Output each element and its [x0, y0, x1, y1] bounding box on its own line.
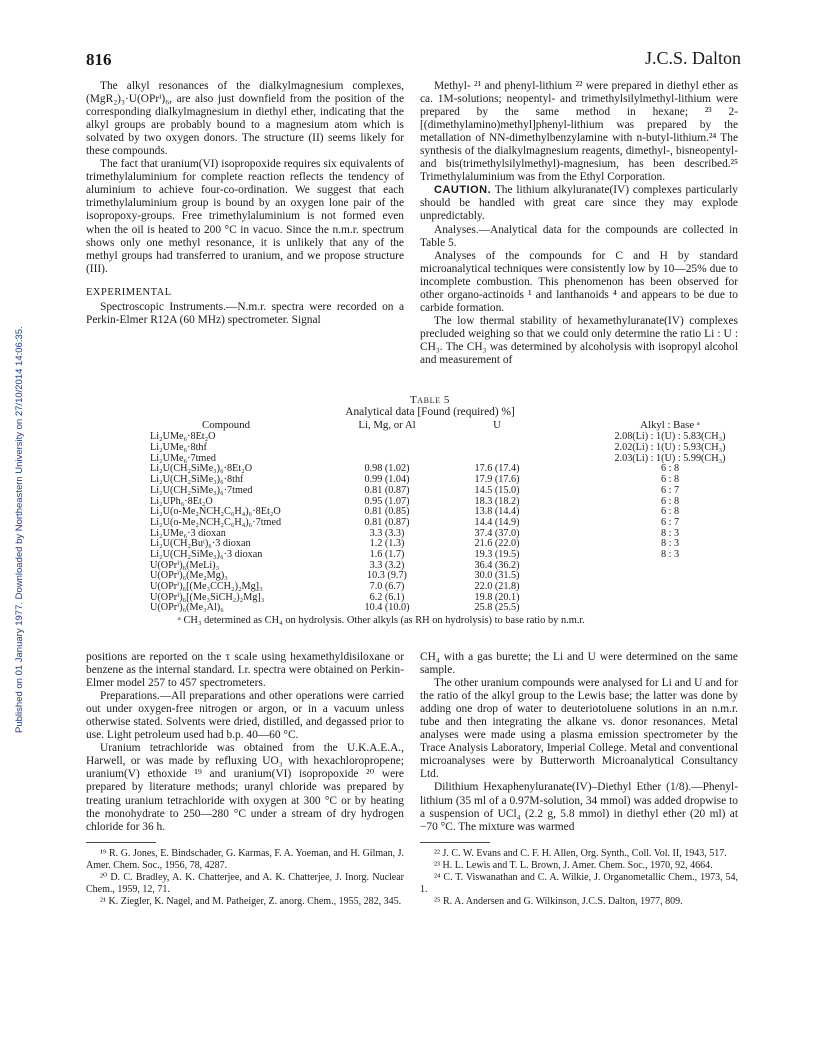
cell-compound: Li₂U(CH₂SiMe₃)₆·3 dioxan	[150, 548, 263, 560]
cell-compound: Li₂UMe₆·8Et₂O	[150, 431, 216, 443]
paragraph: The other uranium compounds were analysed for Li and U and for the ratio of the alkyl group to the Lewis base; the latter was done by adding one drop of water to deuteriotoluene solutions in an n.m.r. tube and then integrating the alkane vs. donor resonances. Metal analyses were made using a plasma emission spectrometer by the Trace Analysis Laboratory, Imperial College. Metal and conventional microanalyses were by Butterworth Microanalytical Consultancy Ltd.	[420, 677, 738, 781]
cell-alkyl-base: 2.03(Li) : 1(U) : 5.99(CH₃)	[614, 452, 726, 464]
paragraph: positions are reported on the τ scale using hexamethyldisiloxane or benzene as the internal standard. I.r. spectra were obtained on Perkin-Elmer model 257 to 457 spectrometers.	[86, 651, 404, 690]
header-uranium: U	[493, 419, 501, 432]
paragraph: The fact that uranium(VI) isopropoxide requires six equivalents of trimethylaluminium for complete reaction reflects the tendency of aluminium to achieve four-co-ordination. We suggest that each trimethylaluminium group is bound by an oxygen lone pair of the isopropoxy-groups. Free trimethylaluminium is not formed even when the oil is heated to 200 °C in vacuo. Since the n.m.r. spectrum shows only one methyl resonance, it is unlikely that any of the methyl groups had transferred to uranium, and we propose structure (III).	[86, 158, 404, 275]
cell-compound: Li₂U(o-Me₂NCH₂C₆H₄)₆·8Et₂O	[150, 506, 281, 518]
header-alkyl-base: Alkyl : Base ᵃ	[640, 419, 700, 432]
cell-compound: U(OPrⁱ)₆(Me₃Al)₆	[150, 602, 224, 614]
table-row	[150, 550, 710, 561]
cell-compound: Li₂U(CH₂SiMe₃)₆·8Et₂O	[150, 463, 253, 475]
footnote: ²⁴ C. T. Viswanathan and C. A. Wilkie, J. Organometallic Chem., 1973, 54, 1.	[420, 871, 738, 895]
cell-compound: U(OPrⁱ)₆(Me₂Mg)₃	[150, 570, 228, 582]
paragraph: Dilithium Hexaphenyluranate(IV)–Diethyl Ether (1/8).—Phenyl-lithium (35 ml of a 0.97M-solution, 34 mmol) was added dropwise to a suspension of UCl₄ (2.2 g, 5.8 mmol) in diethyl ether (20 ml) at −70 °C. The mixture was warmed	[420, 781, 738, 833]
cell-uranium: 17.9 (17.6)	[474, 474, 520, 486]
right-column-bottom	[420, 651, 738, 908]
cell-compound: U(OPrⁱ)₆(MeLi)₃	[150, 559, 220, 571]
cell-uranium: 21.6 (22.0)	[474, 538, 520, 550]
paragraph: The low thermal stability of hexamethyluranate(IV) complexes precluded weighing so that we could only determine the ratio Li : U : CH₃. The CH₃ was determined by alcoholysis with isopropyl alcohol and measurement of	[420, 314, 738, 366]
publication-sidebar[interactable]: Published on 01 January 1977. Downloaded by Northeastern University on 27/10/2014 14:06:35.	[14, 326, 25, 734]
footnote: ²⁵ R. A. Andersen and G. Wilkinson, J.C.S. Dalton, 1977, 809.	[434, 895, 683, 907]
caution-label: CAUTION.	[434, 184, 492, 197]
table-body	[150, 431, 726, 614]
footnote: ²¹ K. Ziegler, K. Nagel, and M. Patheiger, Z. anorg. Chem., 1955, 282, 345.	[100, 895, 402, 907]
cell-uranium: 25.8 (25.5)	[474, 602, 520, 614]
cell-compound: Li₂U(CH₂SiMe₃)₆·7tmed	[150, 484, 253, 496]
cell-alkyl-base: 6 : 7	[660, 484, 680, 496]
paragraph: Uranium tetrachloride was obtained from the U.K.A.E.A., Harwell, or was made by refluxing UO₃ with hexachloropropene; uranium(V) ethoxide ¹⁹ and uranium(VI) isopropoxide ²⁰ were prepared by literature methods; uranyl chloride was prepared by treating uranium tetrachloride with oxygen at 300 °C or by heating the monohydrate to 250—280 °C under a stream of dry hydrogen chloride for 36 h.	[86, 742, 404, 833]
cell-uranium: 14.4 (14.9)	[474, 516, 520, 528]
cell-compound: Li₂U(o-Me₂NCH₂C₆H₄)₆·7tmed	[150, 516, 282, 528]
cell-alkyl-base: 8 : 3	[660, 538, 680, 550]
paragraph: CH₄ with a gas burette; the Li and U were determined on the same sample.	[420, 651, 738, 677]
header-compound: Compound	[202, 419, 250, 432]
cell-metal: 0.95 (1.07)	[364, 495, 410, 507]
cell-metal: 0.81 (0.85)	[364, 506, 410, 518]
cell-uranium: 13.8 (14.4)	[474, 506, 520, 518]
cell-compound: U(OPrⁱ)₆[(Me₃CCH₂)₂Mg]₃	[150, 581, 263, 593]
cell-uranium: 36.4 (36.2)	[474, 559, 520, 571]
cell-metal: 0.98 (1.02)	[364, 463, 410, 475]
cell-metal: 1.6 (1.7)	[369, 548, 405, 560]
table-row	[150, 486, 710, 497]
cell-uranium: 37.4 (37.0)	[474, 527, 520, 539]
cell-compound: Li₂U(CH₂SiMe₃)₆·8thf	[150, 474, 244, 486]
cell-metal: 0.81 (0.87)	[364, 484, 410, 496]
analytical-table	[150, 394, 726, 627]
paragraph: The alkyl resonances of the dialkylmagnesium complexes, (MgR₂)₃·U(OPrⁱ)₆, are also just downfield from the position of the corresponding dialkylmagnesium in diethyl ether, indicating that the alkyl groups are probably bound to a magnesium atom which is solvated by two oxygen donors. The structure (II) seems likely for these compounds.	[86, 80, 404, 158]
cell-metal: 1.2 (1.3)	[369, 538, 405, 550]
cell-alkyl-base: 6 : 8	[660, 474, 680, 486]
cell-metal: 10.4 (10.0)	[364, 602, 410, 614]
caution-text: The lithium alkyluranate(IV) complexes particularly should be handled with great care since they may explode unpredictably.	[420, 184, 738, 223]
cell-alkyl-base: 8 : 3	[660, 548, 680, 560]
footnote: ²² J. C. W. Evans and C. F. H. Allen, Org. Synth., Coll. Vol. II, 1943, 517.	[434, 847, 727, 859]
footnote-rule	[86, 842, 156, 843]
paragraph: Methyl- ²¹ and phenyl-lithium ²² were prepared in diethyl ether as ca. 1M-solutions; neopentyl- and trimethylsilylmethyl-lithium were prepared by the same method in hexane; ²³ 2-[(dimethylamino)methyl]phenyl-lithium was prepared by the metallation of NN-dimethylbenzylamine with n-butyl-lithium.²⁴ The synthesis of the dialkylmagnesium reagents, dimethyl-, bisneopentyl- and bis(trimethylsilylmethyl)-magnesium, has been described.²⁵ Trimethylaluminium was from the Ethyl Corporation.	[420, 80, 738, 184]
right-column-top	[420, 80, 738, 367]
cell-uranium: 19.8 (20.1)	[474, 591, 520, 603]
cell-uranium: 19.3 (19.5)	[474, 548, 520, 560]
left-column-top	[86, 80, 404, 327]
cell-uranium: 17.6 (17.4)	[474, 463, 520, 475]
cell-uranium: 18.3 (18.2)	[474, 495, 520, 507]
footnote: ²⁰ D. C. Bradley, A. K. Chatterjee, and A. K. Chatterjee, J. Inorg. Nuclear Chem., 1959, 12, 71.	[86, 871, 404, 895]
journal-title: J.C.S. Dalton	[644, 48, 741, 68]
page-number: 816	[86, 50, 112, 69]
cell-alkyl-base: 2.02(Li) : 1(U) : 5.93(CH₃)	[614, 442, 726, 454]
cell-alkyl-base: 6 : 8	[660, 463, 680, 475]
table-subtitle: Analytical data [Found (required) %]	[345, 405, 515, 418]
footnote: ¹⁹ R. G. Jones, E. Bindschader, G. Karmas, F. A. Yoeman, and H. Gilman, J. Amer. Chem. Soc., 1956, 78, 4287.	[86, 847, 404, 871]
cell-metal: 3.3 (3.3)	[369, 527, 405, 539]
cell-metal: 0.81 (0.87)	[364, 516, 410, 528]
table-row	[150, 603, 710, 614]
cell-alkyl-base: 6 : 7	[660, 516, 680, 528]
paragraph: Spectroscopic Instruments.—N.m.r. spectra were recorded on a Perkin-Elmer R12A (60 MHz) spectrometer. Signal	[86, 300, 404, 326]
cell-metal: 10.3 (9.7)	[367, 570, 407, 582]
cell-uranium: 30.0 (31.5)	[474, 570, 520, 582]
paragraph: Analyses.—Analytical data for the compounds are collected in Table 5.	[420, 223, 738, 249]
cell-uranium: 14.5 (15.0)	[474, 484, 520, 496]
header-metal: Li, Mg, or Al	[358, 419, 416, 432]
left-column-bottom	[86, 651, 404, 908]
cell-compound: Li₂UPh₆·8Et₂O	[150, 495, 213, 507]
cell-metal: 3.3 (3.2)	[369, 559, 405, 571]
cell-compound: Li₂UMe₆·8thf	[150, 442, 207, 454]
cell-metal: 6.2 (6.1)	[369, 591, 405, 603]
cell-compound: U(OPrⁱ)₆[(Me₃SiCH₂)₂Mg]₃	[150, 591, 265, 603]
table-row	[150, 518, 710, 529]
cell-compound: Li₂UMe₆·7tmed	[150, 452, 216, 464]
footnote-rule	[420, 842, 490, 843]
caution-paragraph	[420, 184, 738, 223]
table-row	[150, 593, 710, 604]
cell-alkyl-base: 8 : 3	[660, 527, 680, 539]
cell-compound: Li₂U(CH₂Buᵗ)₆·3 dioxan	[150, 538, 251, 550]
cell-alkyl-base: 6 : 8	[660, 495, 680, 507]
paragraph: Analyses of the compounds for C and H by standard microanalytical techniques were consistently low by 10—25% due to incomplete combustion. This phenomenon has been observed for other organo-actinoids ¹ and lanthanoids ⁴ and appears to be due to carbide formation.	[420, 249, 738, 314]
table-row	[150, 561, 710, 572]
cell-metal: 7.0 (6.7)	[369, 581, 405, 593]
table-footnote: ᵃ CH₃ determined as CH₄ on hydrolysis. Other alkyls (as RH on hydrolysis) to base ratio by n.m.r.	[178, 615, 585, 627]
cell-alkyl-base: 6 : 8	[660, 506, 680, 518]
cell-metal: 0.99 (1.04)	[364, 474, 410, 486]
table-title: Table 5	[409, 394, 451, 406]
cell-compound: Li₂UMe₆·3 dioxan	[150, 527, 226, 539]
section-heading: EXPERIMENTAL	[86, 286, 172, 298]
paragraph: Preparations.—All preparations and other operations were carried out under oxygen-free nitrogen or argon, or in a vacuum unless otherwise stated. Solvents were dried, distilled, and degassed prior to use. Light petroleum used had b.p. 40—60 °C.	[86, 690, 404, 742]
cell-alkyl-base: 2.08(Li) : 1(U) : 5.83(CH₃)	[614, 431, 726, 443]
cell-uranium: 22.0 (21.8)	[474, 581, 520, 593]
footnote: ²³ H. L. Lewis and T. L. Brown, J. Amer. Chem. Soc., 1970, 92, 4664.	[434, 859, 713, 871]
